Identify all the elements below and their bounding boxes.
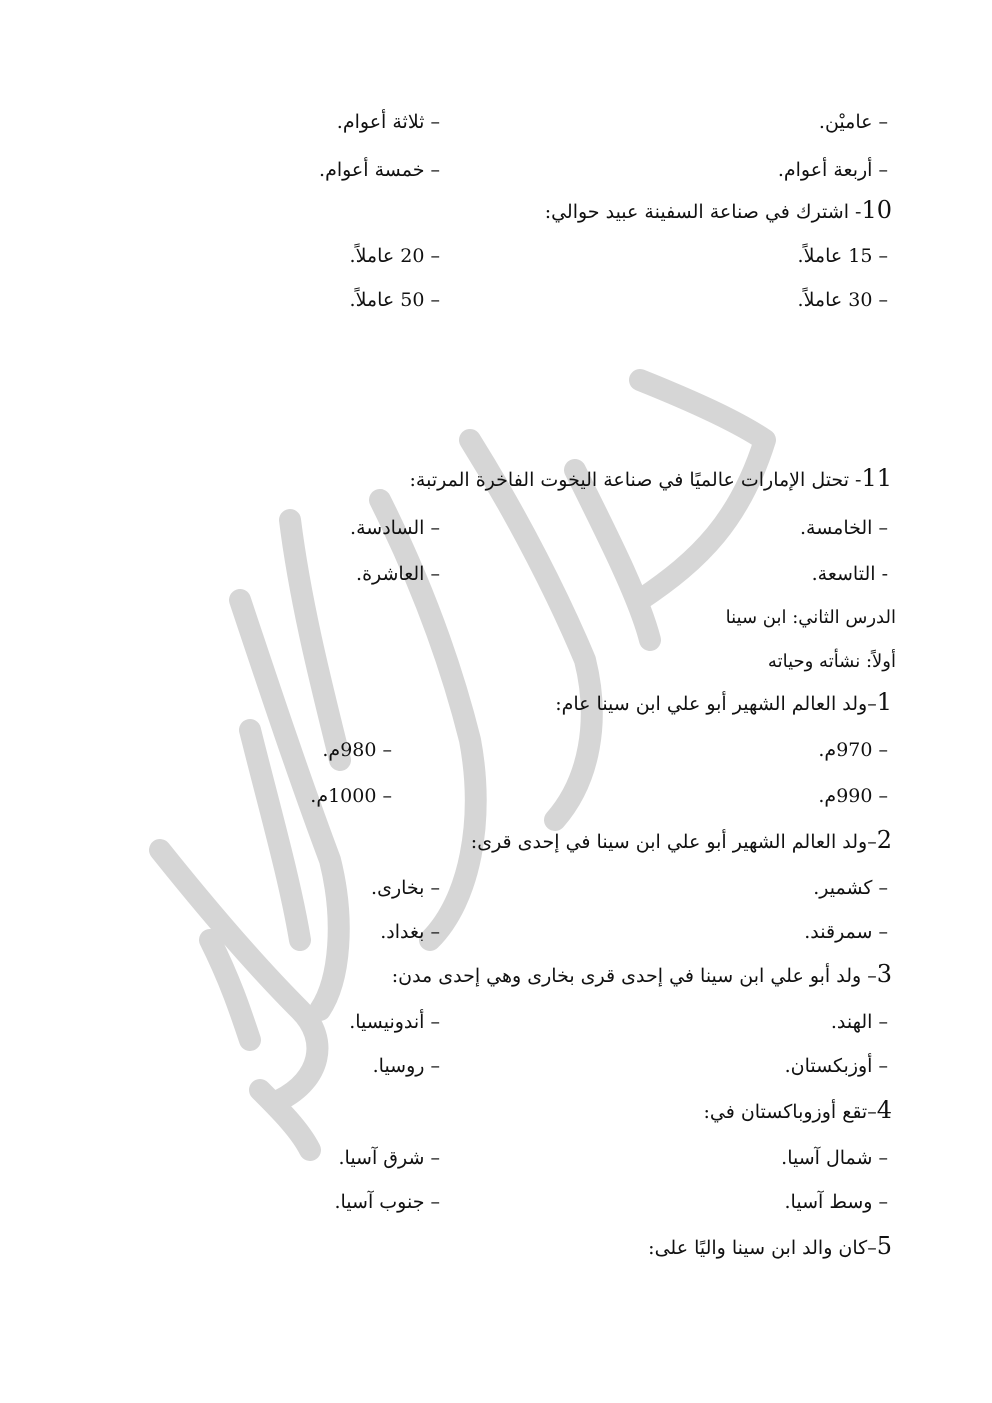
question-text: - اشترك في صناعة السفينة عبيد حوالي:	[544, 201, 862, 223]
question-text: - تحتل الإمارات عالميًا في صناعة اليخوت الفاخرة المرتبة:	[409, 469, 862, 491]
option-right: – أوزبكستان.	[784, 1055, 888, 1077]
option-left: – 980م.	[322, 739, 392, 761]
option-right: – 15 عاملاً.	[797, 245, 888, 267]
option-right: – سمرقند.	[804, 921, 888, 943]
option-left: – ثلاثة أعوام.	[336, 111, 440, 133]
question-number: 4	[876, 1096, 892, 1124]
question	[703, 1098, 892, 1124]
question	[392, 962, 892, 988]
question-number: 3	[876, 960, 892, 988]
option-left: – أندونيسيا.	[349, 1011, 440, 1033]
question-number: 11	[861, 464, 892, 492]
option-right: – أربعة أعوام.	[777, 159, 888, 181]
question	[545, 198, 892, 224]
option-left: – العاشرة.	[356, 563, 440, 585]
question	[471, 828, 892, 854]
option-right: – الخامسة.	[799, 517, 888, 539]
section-heading: أولاً: نشأته وحياته	[767, 651, 896, 672]
option-right: – عاميْن.	[818, 111, 888, 133]
question-number: 2	[876, 826, 892, 854]
option-left: – بخارى.	[371, 877, 440, 899]
question-text: – ولد أبو علي ابن سينا في إحدى قرى بخارى وهي إحدى مدن:	[391, 965, 877, 987]
option-left: – روسيا.	[372, 1055, 440, 1077]
section-heading: الدرس الثاني: ابن سينا	[725, 607, 896, 628]
question-text: –كان والد ابن سينا واليًا على:	[648, 1237, 877, 1259]
question-text: –تقع أوزوباكستان في:	[703, 1101, 877, 1123]
option-right: – كشمير.	[813, 877, 888, 899]
option-right: - التاسعة.	[811, 563, 888, 585]
option-right: – 990م.	[818, 785, 888, 807]
question	[648, 1234, 892, 1260]
question-text: –ولد العالم الشهير أبو علي ابن سينا في إحدى قرى:	[470, 831, 877, 853]
option-left: – 50 عاملاً.	[349, 289, 440, 311]
option-left: – بغداد.	[380, 921, 440, 943]
option-left: – 20 عاملاً.	[349, 245, 440, 267]
question	[410, 466, 892, 492]
option-left: – 1000م.	[310, 785, 392, 807]
option-right: – الهند.	[830, 1011, 888, 1033]
option-right: – شمال آسيا.	[781, 1147, 888, 1169]
question-number: 1	[876, 688, 892, 716]
question-text: –ولد العالم الشهير أبو علي ابن سينا عام:	[555, 693, 877, 715]
option-left: – جنوب آسيا.	[334, 1191, 440, 1213]
option-right: – وسط آسيا.	[784, 1191, 888, 1213]
question-number: 5	[876, 1232, 892, 1260]
question-number: 10	[861, 196, 892, 224]
question	[555, 690, 892, 716]
option-left: – شرق آسيا.	[338, 1147, 440, 1169]
option-right: – 970م.	[818, 739, 888, 761]
option-left: – السادسة.	[350, 517, 440, 539]
option-right: – 30 عاملاً.	[797, 289, 888, 311]
option-left: – خمسة أعوام.	[319, 159, 440, 181]
